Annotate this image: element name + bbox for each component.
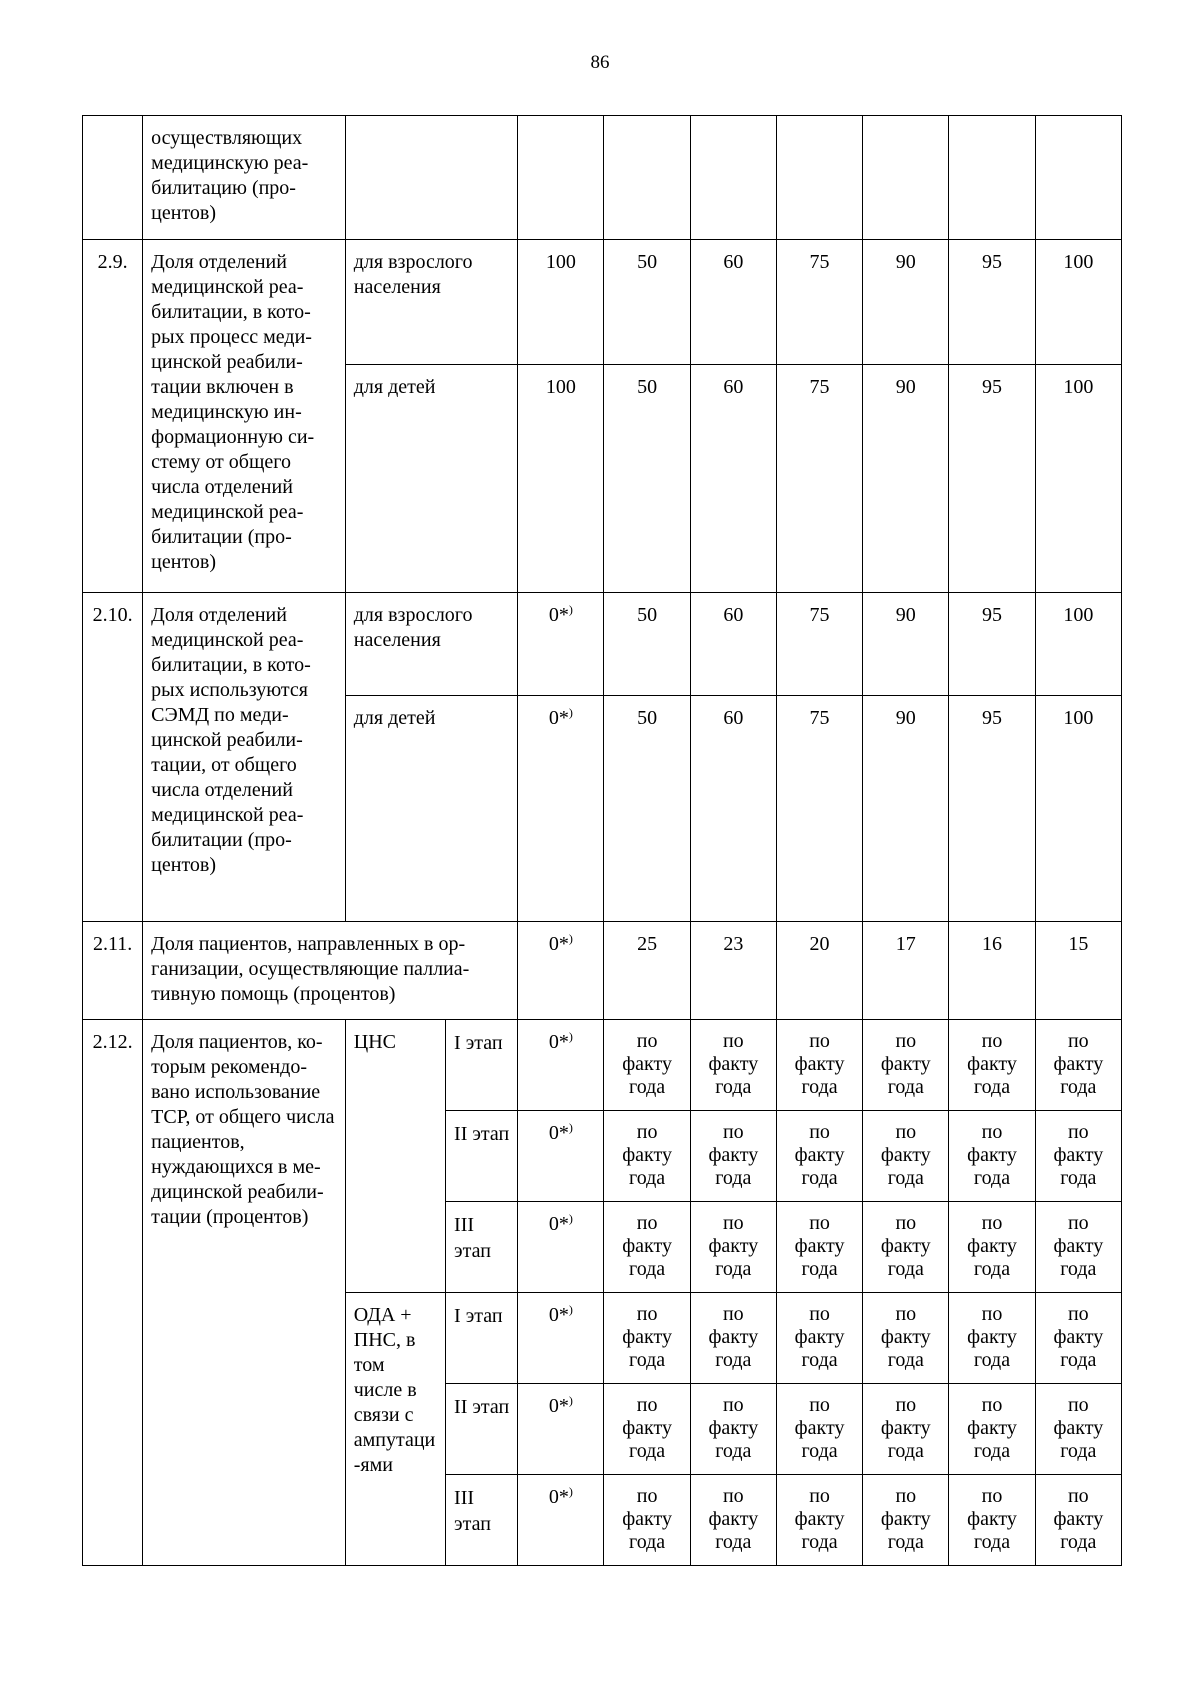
fact-cell: по факту года xyxy=(863,1475,949,1566)
fact-cell: по факту года xyxy=(1035,1202,1121,1293)
value-cell: 75 xyxy=(776,365,862,593)
value-cell: 95 xyxy=(949,593,1035,696)
base-value-cell: 0*) xyxy=(518,1384,604,1475)
base-value-cell: 0*) xyxy=(518,922,604,1020)
fact-cell: по факту года xyxy=(949,1020,1035,1111)
fact-cell: по факту года xyxy=(604,1475,690,1566)
fact-cell: по факту года xyxy=(604,1384,690,1475)
base-value-cell: 0*) xyxy=(518,1202,604,1293)
value-cell: 23 xyxy=(690,922,776,1020)
fact-cell: по факту года xyxy=(604,1202,690,1293)
value-cell: 100 xyxy=(518,365,604,593)
row-number: 2.12. xyxy=(83,1020,143,1566)
value-cell: 100 xyxy=(1035,696,1121,922)
value-cell: 75 xyxy=(776,696,862,922)
value-cell: 95 xyxy=(949,365,1035,593)
fact-cell: по факту года xyxy=(949,1111,1035,1202)
fact-cell: по факту года xyxy=(776,1020,862,1111)
fact-cell: по факту года xyxy=(776,1202,862,1293)
fact-cell: по факту года xyxy=(1035,1475,1121,1566)
value-cell: 100 xyxy=(1035,593,1121,696)
fact-cell: по факту года xyxy=(949,1202,1035,1293)
row-number: 2.11. xyxy=(83,922,143,1020)
fact-cell: по факту года xyxy=(776,1293,862,1384)
value-cell: 50 xyxy=(604,240,690,365)
group-cell-oda: ОДА + ПНС, в том числе в связи с ампутаци-ями xyxy=(345,1293,445,1566)
value-cell: 60 xyxy=(690,365,776,593)
value-cell: 95 xyxy=(949,696,1035,922)
fact-cell: по факту года xyxy=(1035,1020,1121,1111)
table-row xyxy=(83,922,1122,1020)
value-cell: 90 xyxy=(863,240,949,365)
value-cell: 60 xyxy=(690,240,776,365)
table-row xyxy=(83,240,1122,365)
fact-cell: по факту года xyxy=(690,1293,776,1384)
stage-cell: II этап xyxy=(446,1111,518,1202)
stage-cell: III этап xyxy=(446,1475,518,1566)
fact-cell: по факту года xyxy=(776,1111,862,1202)
stage-cell: I этап xyxy=(446,1293,518,1384)
value-cell: 90 xyxy=(863,365,949,593)
value-cell: 20 xyxy=(776,922,862,1020)
table-row xyxy=(83,593,1122,696)
value-cell: 50 xyxy=(604,696,690,922)
value-cell: 90 xyxy=(863,696,949,922)
value-cell: 90 xyxy=(863,593,949,696)
subgroup-cell: для взрослого населения xyxy=(345,593,517,696)
value-cell: 25 xyxy=(604,922,690,1020)
fact-cell: по факту года xyxy=(776,1475,862,1566)
value-cell: 75 xyxy=(776,240,862,365)
fact-cell: по факту года xyxy=(690,1384,776,1475)
value-cell: 100 xyxy=(1035,240,1121,365)
value-cell: 75 xyxy=(776,593,862,696)
indicator-cell: Доля отделений медицинской реа-билитации, в кото-рых используются СЭМД по меди-цинской реабили-тации, от общего числа отделений медицинской реа-билитации (про-центов) xyxy=(143,593,346,922)
subgroup-cell: для детей xyxy=(345,696,517,922)
value-cell: 16 xyxy=(949,922,1035,1020)
stage-cell: III этап xyxy=(446,1202,518,1293)
base-value-cell: 0*) xyxy=(518,593,604,696)
value-cell: 50 xyxy=(604,365,690,593)
table-row xyxy=(83,116,1122,240)
fact-cell: по факту года xyxy=(690,1020,776,1111)
indicator-cell: Доля пациентов, ко-торым рекомендо-вано использование ТСР, от общего числа пациентов, нуждающихся в ме-дицинской реабили-тации (процентов) xyxy=(143,1020,346,1566)
value-cell: 17 xyxy=(863,922,949,1020)
fact-cell: по факту года xyxy=(949,1293,1035,1384)
fact-cell: по факту года xyxy=(949,1475,1035,1566)
fact-cell: по факту года xyxy=(863,1020,949,1111)
base-value-cell: 0*) xyxy=(518,1475,604,1566)
fact-cell: по факту года xyxy=(1035,1111,1121,1202)
row-number: 2.9. xyxy=(83,240,143,593)
indicator-cell: осуществляющих медицинскую реа-билитацию (про-центов) xyxy=(143,116,346,240)
fact-cell: по факту года xyxy=(863,1384,949,1475)
fact-cell: по факту года xyxy=(690,1475,776,1566)
group-cell-cns: ЦНС xyxy=(345,1020,445,1293)
stage-cell: I этап xyxy=(446,1020,518,1111)
base-value-cell: 0*) xyxy=(518,1020,604,1111)
fact-cell: по факту года xyxy=(690,1111,776,1202)
fact-cell: по факту года xyxy=(776,1384,862,1475)
indicators-table xyxy=(82,115,1122,1566)
row-number: 2.10. xyxy=(83,593,143,922)
fact-cell: по факту года xyxy=(1035,1384,1121,1475)
fact-cell: по факту года xyxy=(604,1111,690,1202)
fact-cell: по факту года xyxy=(863,1111,949,1202)
value-cell: 95 xyxy=(949,240,1035,365)
fact-cell: по факту года xyxy=(690,1202,776,1293)
indicator-cell: Доля отделений медицинской реа-билитации, в кото-рых процесс меди-цинской реабили-тации включен в медицинскую ин-формационную си-стему от общего числа отделений медицинской реа-билитации (про-центов) xyxy=(143,240,346,593)
value-cell: 100 xyxy=(518,240,604,365)
base-value-cell: 0*) xyxy=(518,1293,604,1384)
subgroup-cell: для взрослого населения xyxy=(345,240,517,365)
fact-cell: по факту года xyxy=(863,1202,949,1293)
fact-cell: по факту года xyxy=(604,1020,690,1111)
base-value-cell: 0*) xyxy=(518,1111,604,1202)
fact-cell: по факту года xyxy=(949,1384,1035,1475)
fact-cell: по факту года xyxy=(1035,1293,1121,1384)
value-cell: 15 xyxy=(1035,922,1121,1020)
fact-cell: по факту года xyxy=(863,1293,949,1384)
table-row xyxy=(83,1020,1122,1111)
page-number: 86 xyxy=(590,52,610,73)
value-cell: 60 xyxy=(690,696,776,922)
subgroup-cell: для детей xyxy=(345,365,517,593)
stage-cell: II этап xyxy=(446,1384,518,1475)
indicator-cell: Доля пациентов, направленных в ор-ганизации, осуществляющие паллиа-тивную помощь (процентов) xyxy=(143,922,518,1020)
value-cell: 50 xyxy=(604,593,690,696)
value-cell: 60 xyxy=(690,593,776,696)
value-cell: 100 xyxy=(1035,365,1121,593)
base-value-cell: 0*) xyxy=(518,696,604,922)
fact-cell: по факту года xyxy=(604,1293,690,1384)
